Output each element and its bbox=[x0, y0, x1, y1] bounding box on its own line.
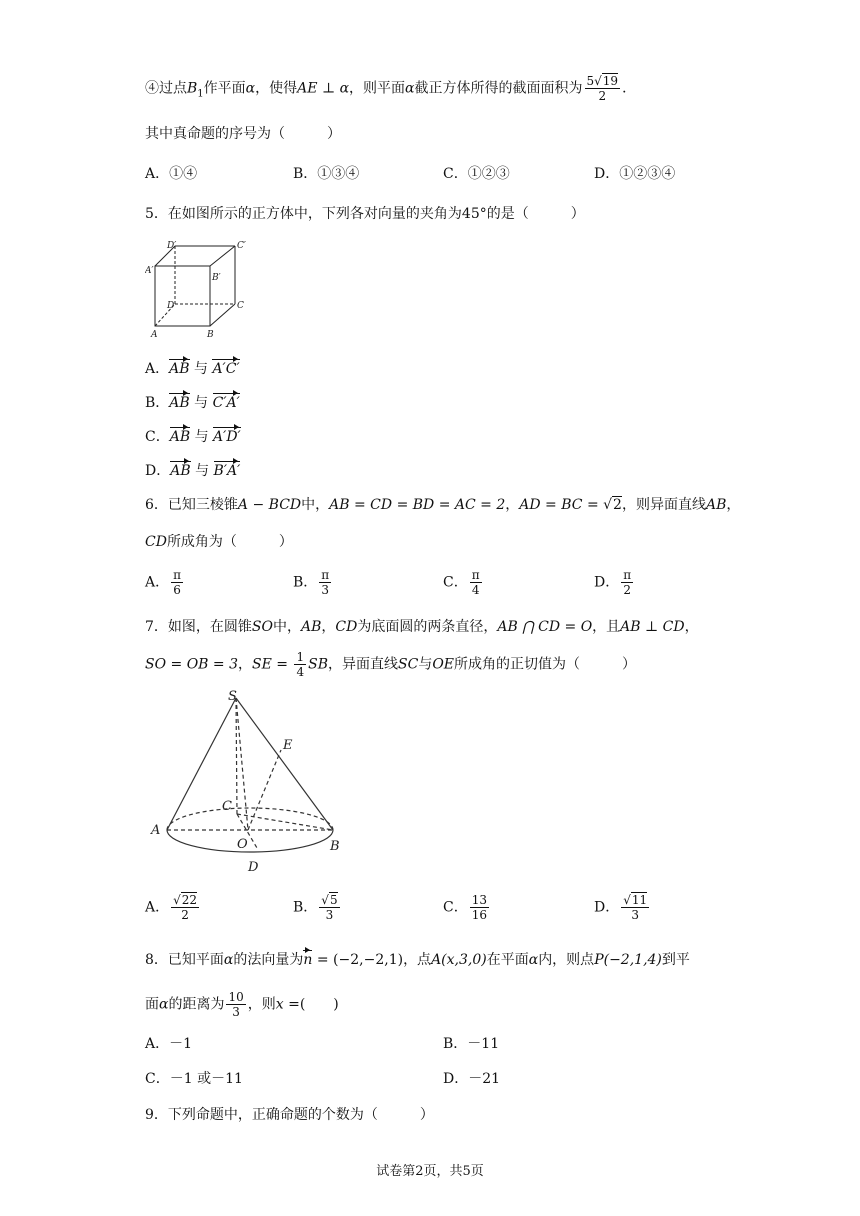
q7-line2: SO = OB = 3，SE = $\frac{1}{4}$ SB，异面直线SC与OE所成角的正切值为（ ） bbox=[145, 650, 637, 679]
q8-option-c: C．－1 或－11 bbox=[145, 1071, 243, 1087]
q9-stem: 9．下列命题中，正确命题的个数为（ ） bbox=[145, 1107, 434, 1123]
cube-label-b-prime: B′ bbox=[212, 273, 221, 283]
cube-figure bbox=[145, 236, 250, 341]
cone-label-o: O bbox=[237, 837, 248, 852]
q5-option-a: A．AB 与 A′C′ bbox=[145, 361, 240, 377]
q6-line1: 6．已知三棱锥A − BCD中，AB = CD = BD = AC = 2，AD = BC = √2，则异面直线AB， bbox=[145, 497, 741, 513]
cube-label-a: A bbox=[151, 330, 158, 340]
q7-option-a: A． $\frac{√22}{2}$ bbox=[145, 893, 198, 922]
cone-label-b: B bbox=[330, 839, 340, 854]
cube-label-d-prime: D′ bbox=[167, 241, 177, 251]
cube-label-a-prime: A′ bbox=[145, 266, 154, 276]
q6-option-c: C． $\frac{\pi}{4}$ bbox=[443, 568, 480, 597]
q8-option-b: B．－11 bbox=[443, 1036, 500, 1052]
q4-stem: 其中真命题的序号为（ ） bbox=[145, 126, 341, 142]
q4-item4: ④过点$B_1$作平面α，使得AE ⊥ α，则平面α截正方体所得的截面面积为 $\frac{5√19}{2}$ ． bbox=[145, 74, 637, 103]
q8-line1: 8．已知平面α的法向量为n = (−2,−2,1)，点A(x,3,0)在平面α内，则点P(−2,1,4)到平 bbox=[145, 952, 690, 968]
q6-option-d: D． $\frac{\pi}{2}$ bbox=[594, 568, 632, 597]
q7-option-d: D． $\frac{√11}{3}$ bbox=[594, 893, 648, 922]
page-footer: 试卷第2页，共5页 bbox=[376, 1164, 484, 1179]
q7-option-c: C． $\frac{13}{16}$ bbox=[443, 893, 487, 922]
q4-option-d: D．①②③④ bbox=[594, 166, 676, 182]
cube-label-b: B bbox=[207, 330, 214, 340]
cone-label-a: A bbox=[151, 823, 161, 838]
q4-option-c: C．①②③ bbox=[443, 166, 510, 182]
q8-line2: 面α的距离为 $\frac{10}{3}$ ，则x =( ) bbox=[145, 990, 339, 1019]
q5-option-d: D．AB 与 B′A′ bbox=[145, 463, 241, 479]
q8-option-d: D．－21 bbox=[443, 1071, 501, 1087]
cone-figure bbox=[145, 686, 355, 878]
q5-stem: 5．在如图所示的正方体中，下列各对向量的夹角为45°的是（ ） bbox=[145, 206, 585, 222]
q8-option-a: A．－1 bbox=[145, 1036, 193, 1052]
cone-label-c: C bbox=[222, 799, 232, 814]
q4-option-b: B．①③④ bbox=[293, 166, 360, 182]
q4-option-a: A．①④ bbox=[145, 166, 198, 182]
q5-option-b: B．AB 与 C′A′ bbox=[145, 395, 240, 411]
cone-label-d: D bbox=[248, 860, 259, 875]
cube-label-d: D bbox=[167, 301, 175, 311]
q6-line2: CD所成角为（ ） bbox=[145, 534, 293, 550]
q6-option-a: A． $\frac{\pi}{6}$ bbox=[145, 568, 182, 597]
area-fraction: $\frac{5√19}{2}$ bbox=[586, 74, 619, 103]
q5-option-c: C．AB 与 A′D′ bbox=[145, 429, 241, 445]
cube-label-c: C bbox=[237, 301, 244, 311]
q7-line1: 7．如图，在圆锥SO中，AB，CD为底面圆的两条直径，AB ⋂ CD = O，且AB ⊥ CD， bbox=[145, 619, 699, 635]
cone-label-e: E bbox=[283, 738, 293, 753]
q7-option-b: B． $\frac{√5}{3}$ bbox=[293, 893, 338, 922]
cone-label-s: S bbox=[228, 689, 237, 704]
cube-label-c-prime: C′ bbox=[237, 241, 246, 251]
q6-option-b: B． $\frac{\pi}{3}$ bbox=[293, 568, 330, 597]
